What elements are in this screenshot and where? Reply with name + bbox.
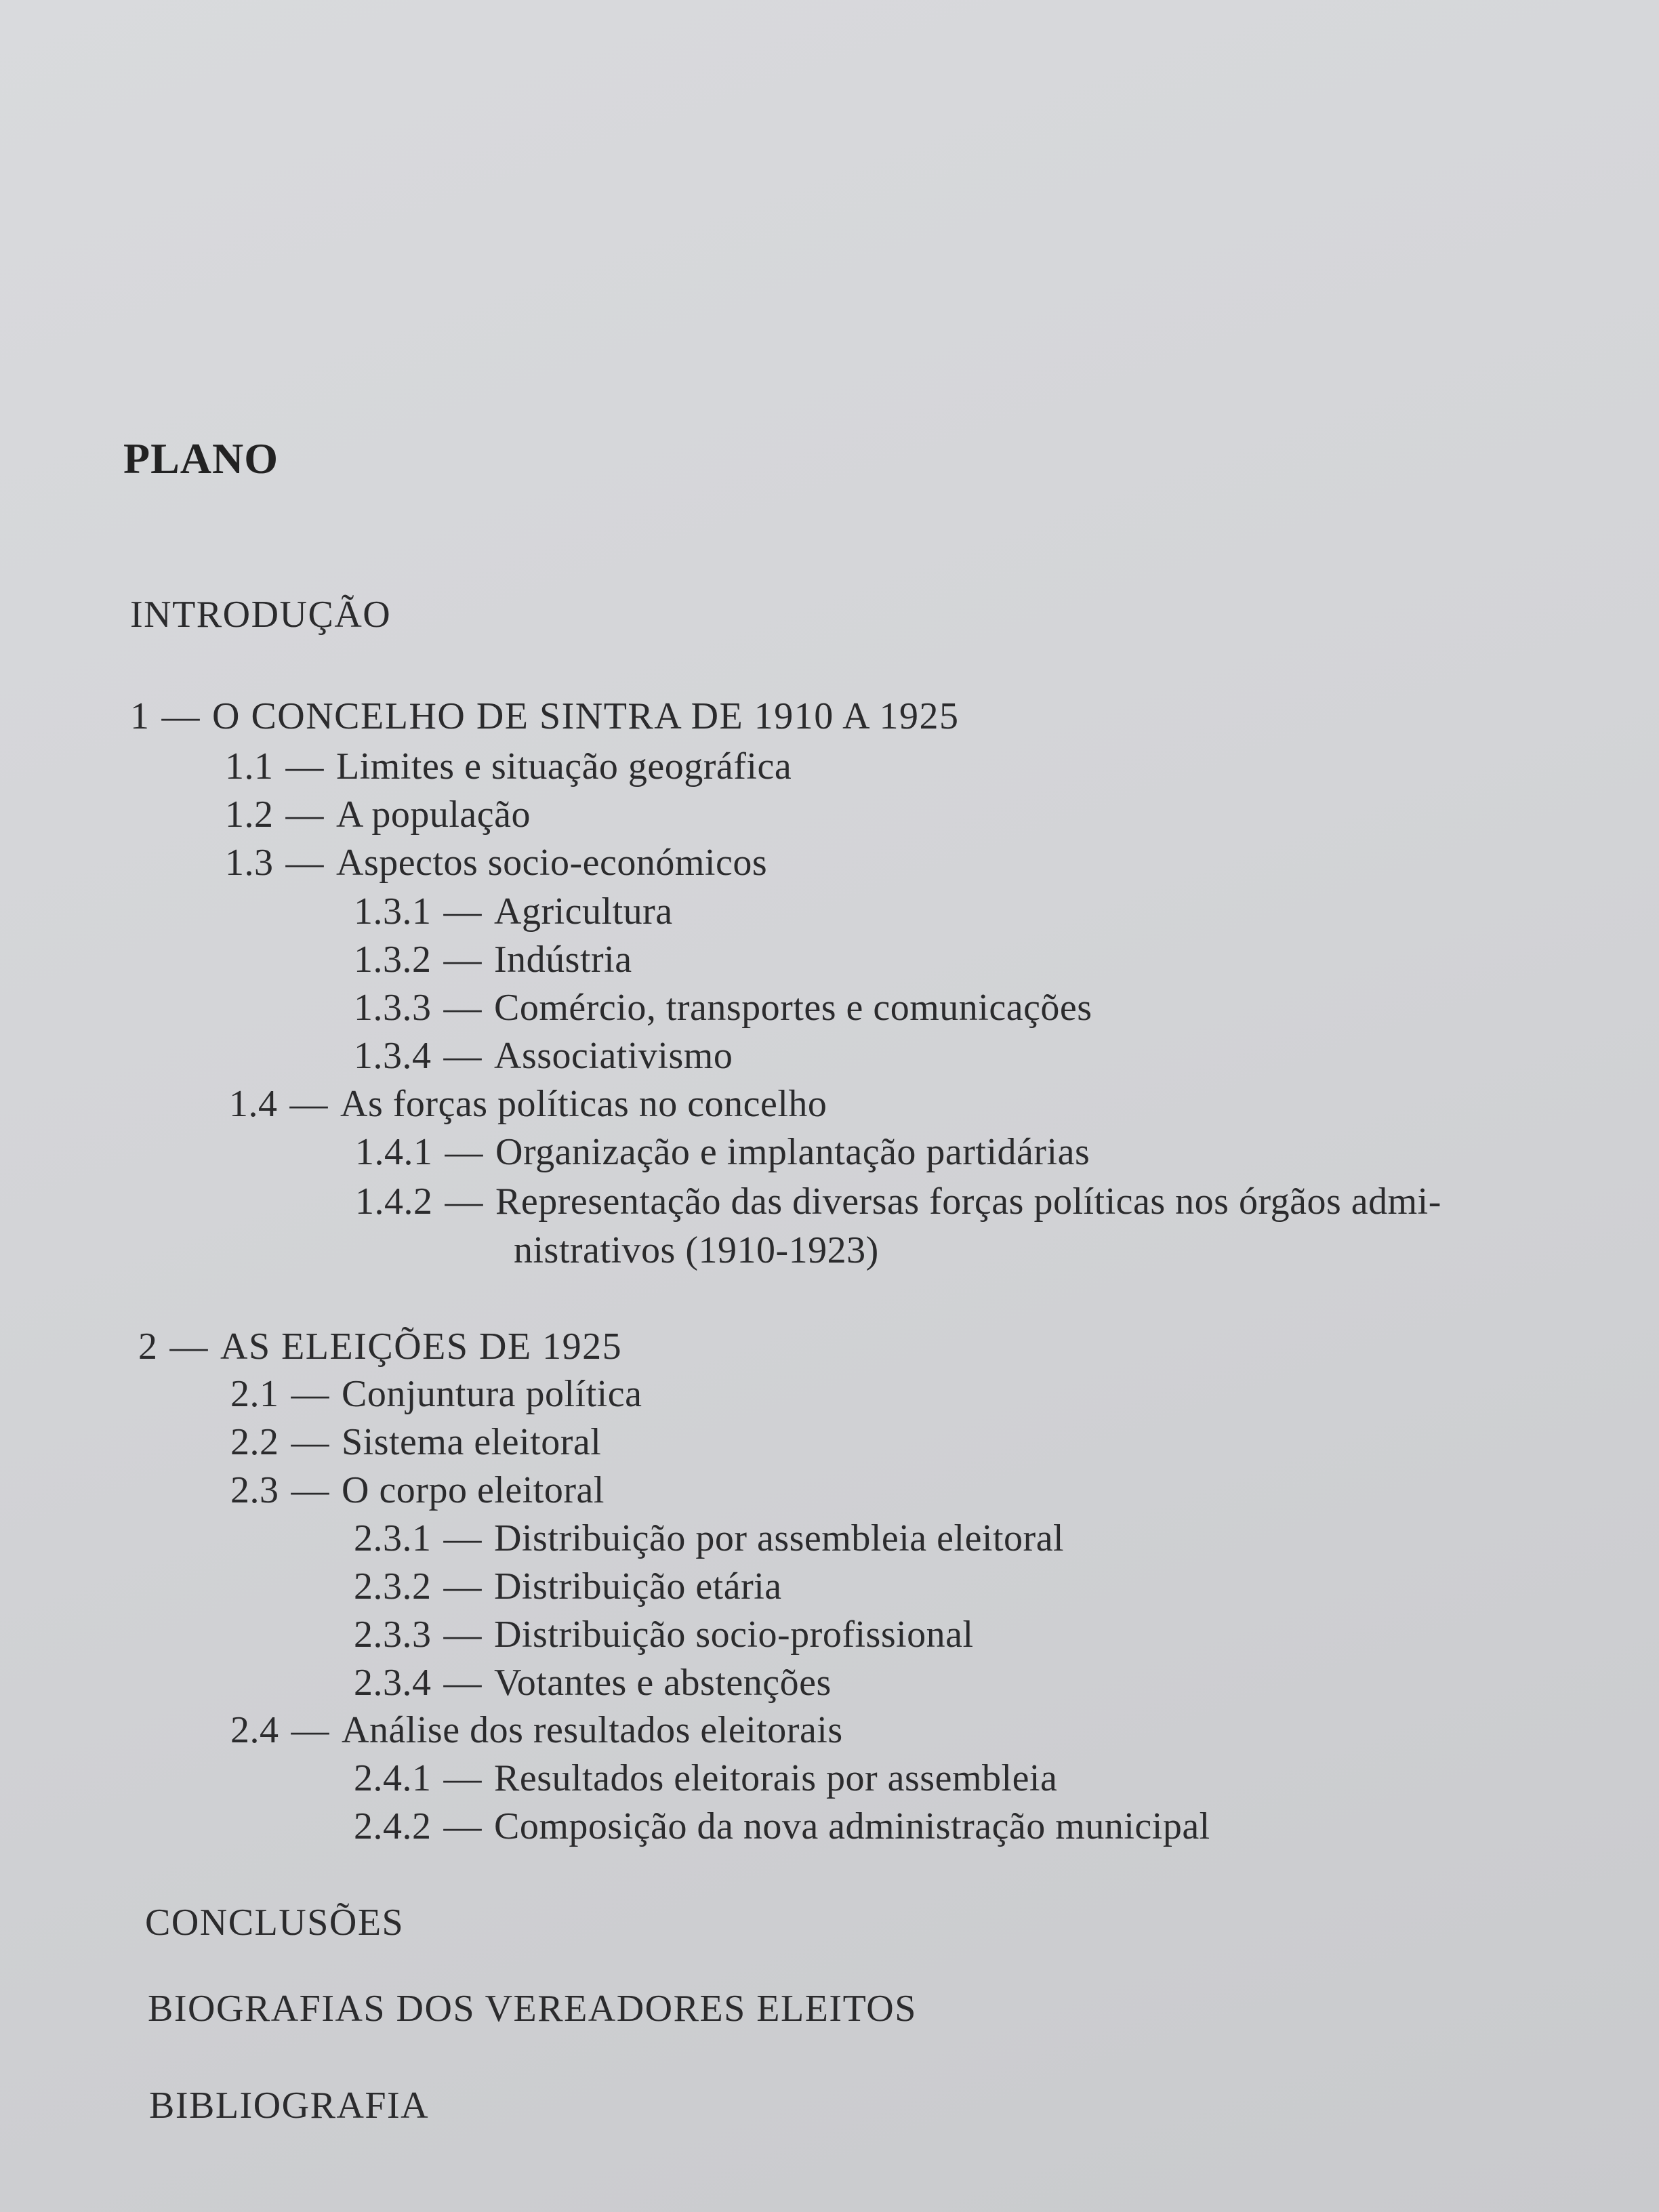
toc-section-1-3-4 — [354, 1032, 733, 1080]
toc-bibliography: BIBLIOGRAFIA — [149, 2085, 430, 2127]
toc-dash: — — [443, 890, 482, 933]
toc-number: 1.3.2 — [354, 939, 432, 981]
toc-dash: — — [289, 1083, 328, 1125]
toc-dash: — — [169, 1326, 208, 1368]
toc-dash: — — [443, 1805, 482, 1847]
toc-chapter-2 — [138, 1323, 622, 1370]
toc-title: As forças políticas no concelho — [340, 1083, 827, 1125]
toc-title: Conjuntura política — [342, 1373, 642, 1415]
toc-title: Distribuição socio-profissional — [494, 1614, 974, 1656]
toc-title: Associativismo — [494, 1035, 733, 1077]
toc-title: Votantes e abstenções — [494, 1662, 832, 1704]
toc-number: 2 — [138, 1326, 158, 1368]
toc-title: Indústria — [494, 939, 632, 981]
toc-biographies: BIOGRAFIAS DOS VEREADORES ELEITOS — [148, 1988, 917, 2030]
toc-title: O CONCELHO DE SINTRA DE 1910 A 1925 — [212, 695, 960, 737]
toc-title: AS ELEIÇÕES DE 1925 — [220, 1326, 623, 1368]
toc-title: Distribuição etária — [494, 1565, 782, 1607]
toc-number: 1 — [130, 695, 150, 737]
toc-number: 2.1 — [230, 1373, 279, 1415]
toc-section-2-3-3 — [354, 1611, 974, 1658]
toc-section-1-4 — [229, 1080, 827, 1128]
toc-section-1-1 — [225, 743, 792, 790]
toc-title: O corpo eleitoral — [342, 1469, 605, 1511]
toc-number: 1.4.2 — [355, 1181, 433, 1223]
toc-number: 1.4 — [229, 1083, 278, 1125]
toc-number: 2.2 — [230, 1421, 279, 1463]
toc-title: A população — [336, 794, 531, 836]
toc-dash: — — [291, 1709, 329, 1751]
toc-number: 2.3.4 — [354, 1662, 432, 1704]
toc-section-1-3 — [225, 839, 767, 886]
toc-section-1-3-2 — [354, 936, 632, 983]
toc-section-1-2 — [225, 791, 531, 838]
toc-number: 1.3.1 — [354, 890, 432, 933]
toc-number: 1.3 — [225, 842, 274, 884]
toc-section-2-1 — [230, 1370, 642, 1418]
toc-dash: — — [443, 1757, 482, 1799]
toc-number: 2.4 — [230, 1709, 279, 1751]
toc-title: Resultados eleitorais por assembleia — [494, 1757, 1058, 1799]
toc-title: Distribuição por assembleia eleitoral — [494, 1517, 1065, 1559]
toc-dash: — — [443, 1614, 482, 1656]
toc-title: Organização e implantação partidárias — [495, 1131, 1090, 1173]
toc-title: Representação das diversas forças políticas nos órgãos admi- — [495, 1181, 1441, 1223]
toc-title: Sistema eleitoral — [342, 1421, 602, 1463]
toc-section-2-4-2 — [354, 1803, 1210, 1850]
toc-number: 1.2 — [225, 794, 274, 836]
toc-title: Análise dos resultados eleitorais — [342, 1709, 843, 1751]
page-title: PLANO — [123, 434, 279, 483]
toc-title: Comércio, transportes e comunicações — [494, 987, 1092, 1029]
toc-section-1-4-2 — [355, 1178, 1441, 1225]
toc-section-2-3-4 — [354, 1659, 832, 1706]
toc-dash: — — [161, 695, 200, 737]
toc-section-2-3-1 — [354, 1515, 1064, 1562]
toc-section-1-4-2-continuation: nistrativos (1910-1923) — [514, 1229, 879, 1271]
toc-number: 1.4.1 — [355, 1131, 433, 1173]
toc-number: 1.1 — [225, 745, 274, 787]
toc-dash: — — [445, 1131, 483, 1173]
toc-number: 2.3.3 — [354, 1614, 432, 1656]
toc-conclusions: CONCLUSÕES — [145, 1902, 405, 1944]
toc-title: Agricultura — [494, 890, 673, 933]
toc-dash: — — [291, 1421, 329, 1463]
toc-dash: — — [443, 1517, 482, 1559]
toc-dash: — — [445, 1181, 483, 1223]
toc-number: 2.3.1 — [354, 1517, 432, 1559]
toc-number: 1.3.3 — [354, 987, 432, 1029]
toc-section-1-4-1 — [355, 1128, 1090, 1176]
toc-section-1-3-1 — [354, 888, 673, 935]
toc-title: Limites e situação geográfica — [336, 745, 792, 787]
toc-section-2-3 — [230, 1467, 605, 1514]
toc-dash: — — [443, 1035, 482, 1077]
toc-section-2-3-2 — [354, 1563, 782, 1610]
toc-dash: — — [291, 1469, 329, 1511]
toc-dash: — — [443, 939, 482, 981]
toc-number: 2.4.1 — [354, 1757, 432, 1799]
toc-title: Aspectos socio-económicos — [336, 842, 768, 884]
toc-section-2-4 — [230, 1706, 843, 1754]
toc-section-2-2 — [230, 1418, 601, 1466]
toc-dash: — — [291, 1373, 329, 1415]
toc-section-2-4-1 — [354, 1755, 1057, 1802]
toc-introduction: INTRODUÇÃO — [130, 594, 392, 636]
toc-number: 2.3.2 — [354, 1565, 432, 1607]
toc-section-1-3-3 — [354, 984, 1092, 1031]
toc-dash: — — [443, 1565, 482, 1607]
toc-number: 1.3.4 — [354, 1035, 432, 1077]
toc-number: 2.3 — [230, 1469, 279, 1511]
toc-dash: — — [443, 1662, 482, 1704]
toc-dash: — — [285, 842, 324, 884]
toc-title: Composição da nova administração municipal — [494, 1805, 1210, 1847]
toc-number: 2.4.2 — [354, 1805, 432, 1847]
toc-dash: — — [285, 745, 324, 787]
toc-chapter-1 — [130, 693, 960, 740]
toc-dash: — — [443, 987, 482, 1029]
toc-dash: — — [285, 794, 324, 836]
